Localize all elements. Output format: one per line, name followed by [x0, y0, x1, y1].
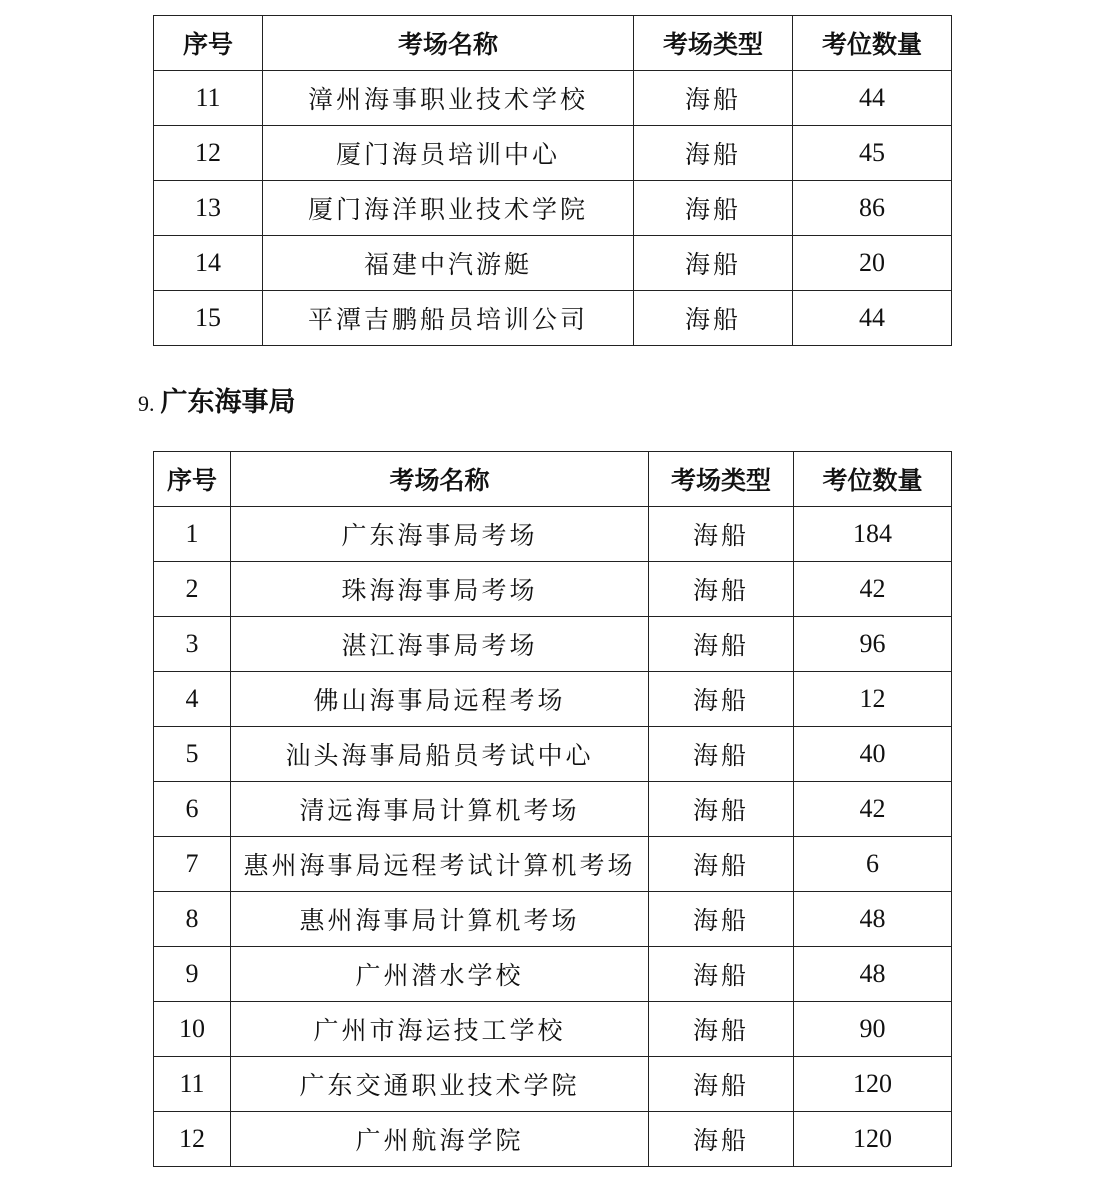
row-seat-count: 42 — [794, 782, 952, 837]
table-row — [154, 1112, 952, 1167]
table-row — [154, 291, 952, 346]
row-seat-count: 45 — [793, 126, 952, 181]
row-venue-name: 漳州海事职业技术学校 — [263, 71, 634, 126]
row-venue-name: 佛山海事局远程考场 — [231, 672, 649, 727]
row-seq: 9 — [154, 947, 231, 1002]
row-seat-count: 6 — [794, 837, 952, 892]
row-venue-name: 广州潜水学校 — [231, 947, 649, 1002]
row-venue-name: 汕头海事局船员考试中心 — [231, 727, 649, 782]
row-venue-type: 海船 — [649, 1057, 794, 1112]
table-body — [154, 71, 952, 346]
row-seat-count: 20 — [793, 236, 952, 291]
exam-venue-table-fujian — [153, 15, 952, 346]
row-venue-type: 海船 — [649, 562, 794, 617]
row-venue-name: 惠州海事局计算机考场 — [231, 892, 649, 947]
row-seq: 13 — [154, 181, 263, 236]
row-venue-type: 海船 — [634, 291, 793, 346]
row-venue-name: 湛江海事局考场 — [231, 617, 649, 672]
row-venue-name: 广东海事局考场 — [231, 507, 649, 562]
table-row — [154, 507, 952, 562]
row-seq: 11 — [154, 71, 263, 126]
row-seq: 11 — [154, 1057, 231, 1112]
row-venue-type: 海船 — [634, 181, 793, 236]
row-seq: 4 — [154, 672, 231, 727]
row-venue-type: 海船 — [634, 126, 793, 181]
header-seat-count: 考位数量 — [793, 16, 952, 71]
row-seat-count: 44 — [793, 71, 952, 126]
section-title: 广东海事局 — [160, 387, 296, 418]
row-seat-count: 120 — [794, 1112, 952, 1167]
row-venue-name: 厦门海洋职业技术学院 — [263, 181, 634, 236]
row-seq: 15 — [154, 291, 263, 346]
table-row — [154, 236, 952, 291]
header-venue-name: 考场名称 — [231, 452, 649, 507]
table-body — [154, 507, 952, 1167]
row-seq: 14 — [154, 236, 263, 291]
row-venue-name: 广东交通职业技术学院 — [231, 1057, 649, 1112]
table-row — [154, 562, 952, 617]
table-row — [154, 181, 952, 236]
row-seat-count: 96 — [794, 617, 952, 672]
table-row — [154, 892, 952, 947]
header-seat-count: 考位数量 — [794, 452, 952, 507]
row-seat-count: 184 — [794, 507, 952, 562]
table-row — [154, 672, 952, 727]
row-venue-type: 海船 — [649, 782, 794, 837]
table-row — [154, 837, 952, 892]
row-venue-type: 海船 — [649, 727, 794, 782]
table-header-row — [154, 452, 952, 507]
row-seat-count: 120 — [794, 1057, 952, 1112]
row-venue-type: 海船 — [649, 1112, 794, 1167]
row-venue-type: 海船 — [649, 892, 794, 947]
row-seq: 6 — [154, 782, 231, 837]
row-venue-type: 海船 — [649, 617, 794, 672]
section-number: 9. — [138, 391, 155, 416]
row-seat-count: 48 — [794, 892, 952, 947]
header-seq: 序号 — [154, 16, 263, 71]
table-row — [154, 617, 952, 672]
table-row — [154, 1057, 952, 1112]
row-seat-count: 40 — [794, 727, 952, 782]
row-venue-name: 珠海海事局考场 — [231, 562, 649, 617]
row-venue-name: 厦门海员培训中心 — [263, 126, 634, 181]
row-seat-count: 12 — [794, 672, 952, 727]
row-seq: 3 — [154, 617, 231, 672]
row-venue-name: 惠州海事局远程考试计算机考场 — [231, 837, 649, 892]
row-venue-type: 海船 — [649, 1002, 794, 1057]
row-seq: 12 — [154, 126, 263, 181]
row-venue-type: 海船 — [649, 947, 794, 1002]
row-venue-name: 广州航海学院 — [231, 1112, 649, 1167]
row-seat-count: 48 — [794, 947, 952, 1002]
row-venue-type: 海船 — [649, 837, 794, 892]
section-heading — [138, 380, 296, 419]
table-row — [154, 126, 952, 181]
row-seq: 1 — [154, 507, 231, 562]
header-seq: 序号 — [154, 452, 231, 507]
row-venue-type: 海船 — [649, 507, 794, 562]
table-row — [154, 1002, 952, 1057]
row-venue-type: 海船 — [634, 236, 793, 291]
row-venue-name: 平潭吉鹏船员培训公司 — [263, 291, 634, 346]
row-venue-name: 清远海事局计算机考场 — [231, 782, 649, 837]
row-seq: 2 — [154, 562, 231, 617]
table-row — [154, 947, 952, 1002]
table-row — [154, 782, 952, 837]
row-venue-type: 海船 — [634, 71, 793, 126]
row-seq: 5 — [154, 727, 231, 782]
table-row — [154, 727, 952, 782]
table-header-row — [154, 16, 952, 71]
row-seat-count: 42 — [794, 562, 952, 617]
row-venue-name: 广州市海运技工学校 — [231, 1002, 649, 1057]
row-seq: 7 — [154, 837, 231, 892]
row-seq: 12 — [154, 1112, 231, 1167]
row-seq: 8 — [154, 892, 231, 947]
row-venue-type: 海船 — [649, 672, 794, 727]
exam-venue-table-guangdong — [153, 451, 952, 1167]
row-seq: 10 — [154, 1002, 231, 1057]
row-venue-name: 福建中汽游艇 — [263, 236, 634, 291]
row-seat-count: 90 — [794, 1002, 952, 1057]
header-venue-name: 考场名称 — [263, 16, 634, 71]
row-seat-count: 86 — [793, 181, 952, 236]
header-venue-type: 考场类型 — [634, 16, 793, 71]
row-seat-count: 44 — [793, 291, 952, 346]
table-row — [154, 71, 952, 126]
header-venue-type: 考场类型 — [649, 452, 794, 507]
